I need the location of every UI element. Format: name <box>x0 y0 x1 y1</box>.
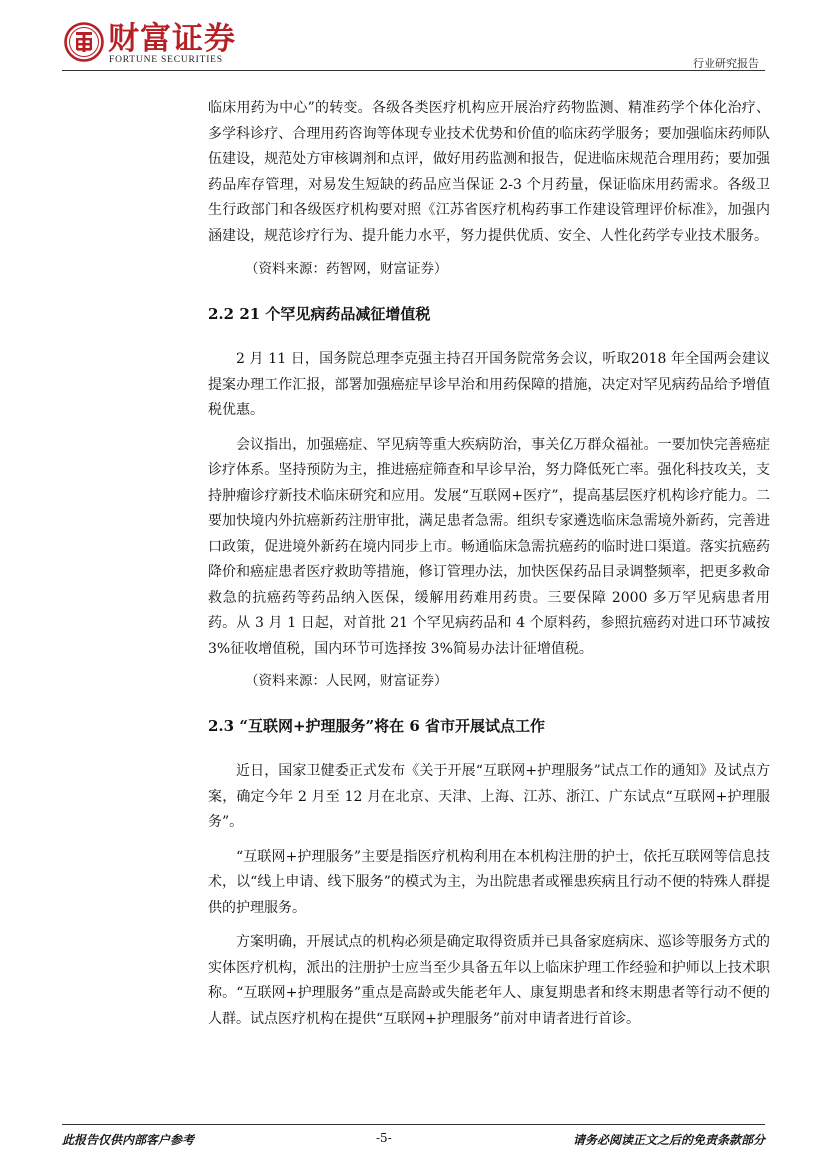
paragraph: 近日，国家卫健委正式发布《关于开展“互联网+护理服务”试点工作的通知》及试点方案，确定今年 2 月至 12 月在北京、天津、上海、江苏、浙江、广东试点“互联网+护理服务”。 <box>208 763 770 830</box>
logo-text-en: FORTUNE SECURITIES <box>109 55 223 65</box>
report-type: 行业研究报告 <box>693 57 759 70</box>
fortune-seal-icon <box>64 22 104 62</box>
main-content <box>208 96 770 1032</box>
paragraph: 会议指出，加强癌症、罕见病等重大疾病防治，事关亿万群众福祉。一要加快完善癌症诊疗体系。坚持预防为主，推进癌症筛查和早诊早治，努力降低死亡率。强化科技攻关，支持肿瘤诊疗新技术临床研究和应用。发展“互联网+医疗”，提高基层医疗机构诊疗能力。二要加快境内外抗癌新药注册审批，满足患者急需。组织专家遴选临床急需境外新药，完善进口政策，促进境外新药在境内同步上市。畅通临床急需抗癌药的临时进口渠道。落实抗癌药降价和癌症患者医疗救助等措施，修订管理办法，加快医保药品目录调整频率，把更多救命救急的抗癌药等药品纳入医保，缓解用药难用药贵。三要保障 2000 多万罕见病患者用药。从 3 月 1 日起，对首批 21 个罕见病药品和 4 个原料药，参照抗癌药对进口环节减按 3%征收增值税，国内环节可选择按 3%简易办法计征增值税。 <box>208 436 770 657</box>
intro-paragraph: 临床用药为中心”的转变。各级各类医疗机构应开展治疗药物监测、精准药学个体化治疗、多学科诊疗、合理用药咨询等体现专业技术优势和价值的临床药学服务；要加强临床药师队伍建设，规范处方审核调剂和点评，做好用药监测和报告，促进临床规范合理用药；要加强药品库存管理，对易发生短缺的药品应当保证 2-3 个月药量，保证临床用药需求。各级卫生行政部门和各级医疗机构要对照《江苏省医疗机构药事工作建设管理评价标准》，加强内涵建设，规范诊疗行为、提升能力水平，努力提供优质、安全、人性化药学专业技术服务。 <box>208 100 770 244</box>
section-title-2-2: 2.2 21 个罕见病药品减征增值税 <box>208 305 431 323</box>
header-divider <box>62 70 765 71</box>
logo-text-cn: 财富证券 <box>108 21 236 57</box>
source-note: （资料来源：人民网，财富证券） <box>245 673 448 689</box>
page-header <box>62 20 765 68</box>
footer-disclaimer-left: 此报告仅供内部客户参考 <box>62 1133 195 1147</box>
source-note: （资料来源：药智网，财富证券） <box>245 261 448 277</box>
page-number: -5- <box>376 1131 392 1145</box>
paragraph: “互联网+护理服务”主要是指医疗机构利用在本机构注册的护士，依托互联网等信息技术，以“线上申请、线下服务”的模式为主，为出院患者或罹患疾病且行动不便的特殊人群提供的护理服务。 <box>208 848 770 916</box>
page-footer <box>62 1131 765 1151</box>
paragraph: 2 月 11 日，国务院总理李克强主持召开国务院常务会议，听取2018 年全国两会建议提案办理工作汇报，部署加强癌症早诊早治和用药保障的措施，决定对罕见病药品给予增值税优惠。 <box>208 351 770 418</box>
paragraph: 方案明确，开展试点的机构必须是确定取得资质并已具备家庭病床、巡诊等服务方式的实体医疗机构，派出的注册护士应当至少具备五年以上临床护理工作经验和护师以上技术职称。“互联网+护理服务”重点是高龄或失能老年人、康复期患者和终末期患者等行动不便的人群。试点医疗机构在提供“互联网+护理服务”前对申请者进行首诊。 <box>208 934 770 1027</box>
footer-disclaimer-right: 请务必阅读正文之后的免责条款部分 <box>572 1133 765 1147</box>
footer-divider <box>62 1124 765 1125</box>
section-title-2-3: 2.3 “互联网+护理服务”将在 6 省市开展试点工作 <box>208 717 546 735</box>
